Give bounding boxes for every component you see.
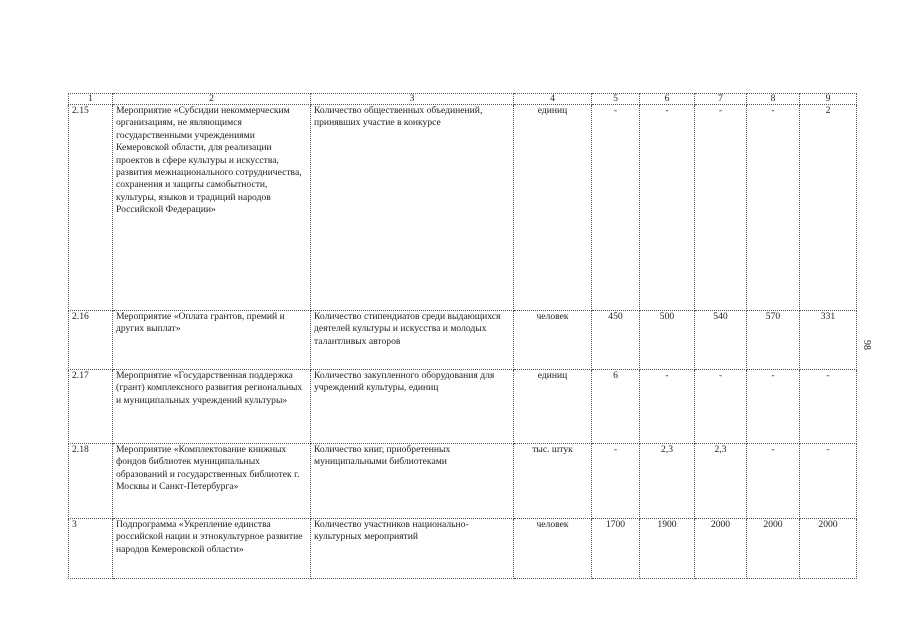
unit: человек bbox=[514, 519, 592, 579]
value-col7: 2000 bbox=[695, 519, 747, 579]
unit: человек bbox=[514, 311, 592, 370]
header-cell-8: 8 bbox=[747, 94, 800, 105]
header-cell-7: 7 bbox=[695, 94, 747, 105]
value-col6: 500 bbox=[640, 311, 695, 370]
value-col9: - bbox=[800, 444, 857, 519]
value-col8: - bbox=[747, 105, 800, 311]
unit: единиц bbox=[514, 105, 592, 311]
value-col5: 6 bbox=[592, 370, 640, 444]
value-col8: - bbox=[747, 444, 800, 519]
value-col7: - bbox=[695, 370, 747, 444]
value-col9: 2 bbox=[800, 105, 857, 311]
value-col9: 2000 bbox=[800, 519, 857, 579]
value-col7: 540 bbox=[695, 311, 747, 370]
row-number: 3 bbox=[69, 519, 113, 579]
indicator-name: Количество книг, приобретенных муниципальными библиотеками bbox=[311, 444, 514, 519]
header-cell-5: 5 bbox=[592, 94, 640, 105]
value-col6: - bbox=[640, 105, 695, 311]
header-cell-3: 3 bbox=[311, 94, 514, 105]
header-cell-9: 9 bbox=[800, 94, 857, 105]
indicator-name: Количество участников национально-культурных мероприятий bbox=[311, 519, 514, 579]
value-col5: - bbox=[592, 105, 640, 311]
unit: тыс. штук bbox=[514, 444, 592, 519]
activity-name: Мероприятие «Оплата грантов, премий и других выплат» bbox=[113, 311, 311, 370]
header-cell-2: 2 bbox=[113, 94, 311, 105]
table-row bbox=[69, 105, 857, 311]
value-col8: 570 bbox=[747, 311, 800, 370]
row-number: 2.16 bbox=[69, 311, 113, 370]
page-number: 98 bbox=[861, 340, 872, 350]
row-number: 2.17 bbox=[69, 370, 113, 444]
table-row bbox=[69, 444, 857, 519]
activity-name: Мероприятие «Субсидии некоммерческим организациям, не являющимся государственными учреждениями Кемеровской области, для реализации проектов в сфере культуры и искусства, развития межнационального сотрудничества, сохранения и защиты самобытности, культуры, языков и традиций народов Российской Федерации» bbox=[113, 105, 311, 311]
activity-name: Мероприятие «Государственная поддержка (грант) комплексного развития региональных и муниципальных учреждений культуры» bbox=[113, 370, 311, 444]
table-row bbox=[69, 519, 857, 579]
header-cell-1: 1 bbox=[69, 94, 113, 105]
value-col6: - bbox=[640, 370, 695, 444]
value-col6: 2,3 bbox=[640, 444, 695, 519]
row-number: 2.15 bbox=[69, 105, 113, 311]
value-col5: 450 bbox=[592, 311, 640, 370]
unit: единиц bbox=[514, 370, 592, 444]
value-col8: 2000 bbox=[747, 519, 800, 579]
value-col8: - bbox=[747, 370, 800, 444]
table-row bbox=[69, 370, 857, 444]
header-cell-4: 4 bbox=[514, 94, 592, 105]
indicator-name: Количество стипендиатов среди выдающихся деятелей культуры и искусства и молодых талантливых авторов bbox=[311, 311, 514, 370]
value-col9: 331 bbox=[800, 311, 857, 370]
indicator-name: Количество общественных объединений, принявших участие в конкурсе bbox=[311, 105, 514, 311]
header-cell-6: 6 bbox=[640, 94, 695, 105]
indicators-table bbox=[68, 93, 857, 579]
indicator-name: Количество закупленного оборудования для учреждений культуры, единиц bbox=[311, 370, 514, 444]
value-col5: - bbox=[592, 444, 640, 519]
value-col7: 2,3 bbox=[695, 444, 747, 519]
value-col5: 1700 bbox=[592, 519, 640, 579]
table-row bbox=[69, 311, 857, 370]
activity-name: Подпрограмма «Укрепление единства российской нации и этнокультурное развитие народов Кемеровской области» bbox=[113, 519, 311, 579]
value-col6: 1900 bbox=[640, 519, 695, 579]
value-col9: - bbox=[800, 370, 857, 444]
activity-name: Мероприятие «Комплектование книжных фондов библиотек муниципальных образований и государственных библиотек г. Москвы и Санкт-Петербурга» bbox=[113, 444, 311, 519]
value-col7: - bbox=[695, 105, 747, 311]
header-row bbox=[69, 94, 857, 105]
row-number: 2.18 bbox=[69, 444, 113, 519]
